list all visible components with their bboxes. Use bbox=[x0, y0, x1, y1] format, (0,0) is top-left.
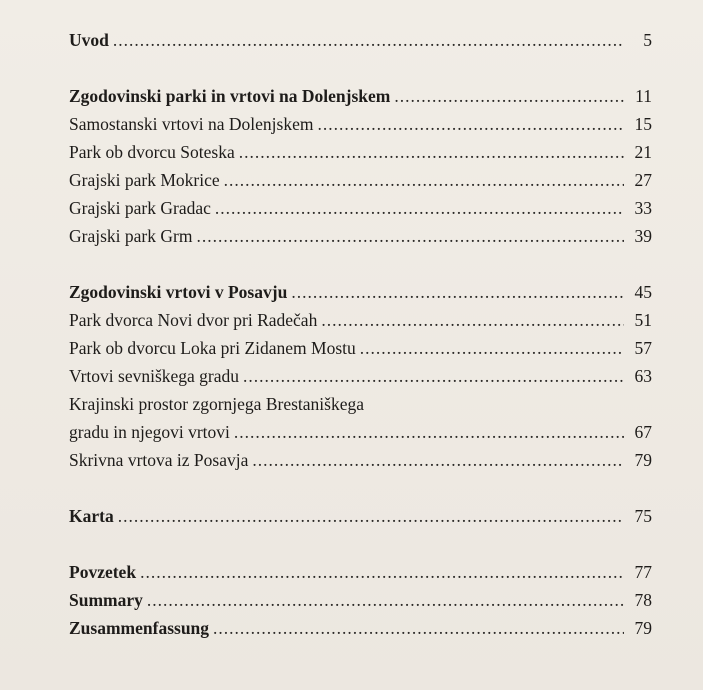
toc-entry-page: 5 bbox=[643, 30, 652, 50]
toc-entry-povzetek[interactable] bbox=[69, 558, 652, 586]
toc-entry-title: Summary bbox=[69, 590, 143, 610]
dot-leader bbox=[224, 166, 624, 194]
dot-leader bbox=[394, 82, 624, 110]
toc-entry-karta[interactable] bbox=[69, 502, 652, 530]
toc-entry-title: Vrtovi sevniškega gradu bbox=[69, 366, 240, 386]
toc-entry-mokrice[interactable] bbox=[69, 166, 652, 194]
toc-entry-grm[interactable] bbox=[69, 222, 652, 250]
toc-entry-page: 75 bbox=[634, 506, 652, 526]
toc-entry-title: Zgodovinski parki in vrtovi na Dolenjskem bbox=[69, 86, 391, 106]
dot-leader bbox=[213, 614, 624, 642]
toc-entry-uvod[interactable] bbox=[69, 26, 652, 54]
toc-entry-title: Grajski park Mokrice bbox=[69, 170, 220, 190]
dot-leader bbox=[118, 502, 624, 530]
toc-entry-page: 79 bbox=[634, 618, 652, 638]
dot-leader bbox=[360, 334, 624, 362]
toc-entry-summary[interactable] bbox=[69, 586, 652, 614]
toc-entry-posavje-section[interactable] bbox=[69, 278, 652, 306]
toc-entry-page: 57 bbox=[634, 338, 652, 358]
toc-entry-page: 45 bbox=[634, 282, 652, 302]
toc-entry-page: 11 bbox=[635, 86, 652, 106]
toc-entry-title: Karta bbox=[69, 506, 114, 526]
toc-entry-title: Zusammenfassung bbox=[69, 618, 210, 638]
toc-entry-title: Park dvorca Novi dvor pri Radečah bbox=[69, 310, 318, 330]
toc-entry-title: gradu in njegovi vrtovi bbox=[69, 422, 230, 442]
toc-entry-title: Skrivna vrtova iz Posavja bbox=[69, 450, 249, 470]
toc-entry-title: Grajski park Grm bbox=[69, 226, 193, 246]
toc-entry-title-line1: Krajinski prostor zgornjega Brestaniškega bbox=[69, 394, 364, 414]
toc-entry-zusammenfassung[interactable] bbox=[69, 614, 652, 642]
toc-entry-samostanski-vrtovi[interactable] bbox=[69, 110, 652, 138]
dot-leader bbox=[234, 418, 624, 446]
toc-entry-title: Park ob dvorcu Soteska bbox=[69, 142, 235, 162]
toc-entry-title: Grajski park Gradac bbox=[69, 198, 211, 218]
table-of-contents bbox=[69, 26, 652, 642]
dot-leader bbox=[252, 446, 624, 474]
dot-leader bbox=[140, 558, 624, 586]
dot-leader bbox=[196, 222, 624, 250]
toc-entry-page: 27 bbox=[634, 170, 652, 190]
toc-entry-gradac[interactable] bbox=[69, 194, 652, 222]
dot-leader bbox=[291, 278, 624, 306]
toc-entry-soteska[interactable] bbox=[69, 138, 652, 166]
toc-entry-page: 79 bbox=[634, 450, 652, 470]
section-spacer bbox=[69, 474, 652, 502]
toc-entry-dolenjska-section[interactable] bbox=[69, 82, 652, 110]
toc-entry-brestanica[interactable] bbox=[69, 390, 652, 446]
toc-entry-page: 33 bbox=[634, 198, 652, 218]
toc-entry-skrivna-vrtova[interactable] bbox=[69, 446, 652, 474]
toc-entry-title: Zgodovinski vrtovi v Posavju bbox=[69, 282, 288, 302]
section-spacer bbox=[69, 530, 652, 558]
toc-entry-page: 77 bbox=[634, 562, 652, 582]
dot-leader bbox=[321, 306, 624, 334]
toc-entry-title: Uvod bbox=[69, 30, 109, 50]
section-spacer bbox=[69, 250, 652, 278]
toc-entry-title: Povzetek bbox=[69, 562, 137, 582]
dot-leader bbox=[239, 138, 624, 166]
dot-leader bbox=[147, 586, 624, 614]
toc-entry-title: Park ob dvorcu Loka pri Zidanem Mostu bbox=[69, 338, 356, 358]
toc-entry-page: 39 bbox=[634, 226, 652, 246]
toc-entry-sevnica[interactable] bbox=[69, 362, 652, 390]
toc-entry-page: 21 bbox=[634, 142, 652, 162]
toc-entry-page: 51 bbox=[634, 310, 652, 330]
toc-entry-page: 15 bbox=[634, 114, 652, 134]
dot-leader bbox=[318, 110, 625, 138]
toc-entry-title: Samostanski vrtovi na Dolenjskem bbox=[69, 114, 314, 134]
toc-entry-page: 67 bbox=[634, 422, 652, 442]
toc-entry-loka[interactable] bbox=[69, 334, 652, 362]
dot-leader bbox=[215, 194, 624, 222]
toc-entry-page: 63 bbox=[634, 366, 652, 386]
toc-entry-page: 78 bbox=[634, 590, 652, 610]
dot-leader bbox=[243, 362, 624, 390]
dot-leader bbox=[113, 26, 624, 54]
section-spacer bbox=[69, 54, 652, 82]
toc-entry-novi-dvor[interactable] bbox=[69, 306, 652, 334]
